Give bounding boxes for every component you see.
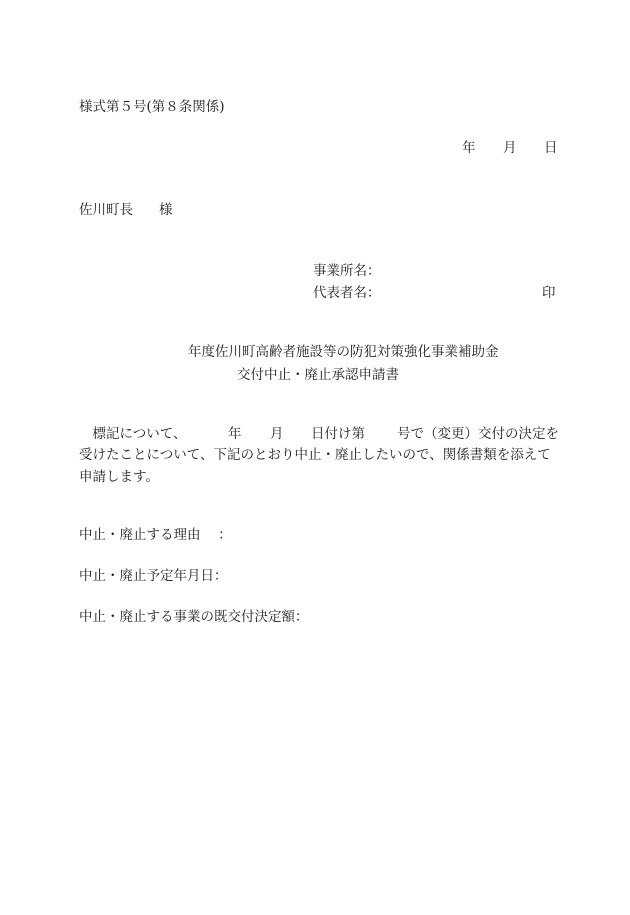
document-title-line1: 年度佐川町高齢者施設等の防犯対策強化事業補助金	[188, 344, 499, 360]
item-reason: 中止・廃止する理由 ：	[79, 527, 232, 543]
item-granted-amount: 中止・廃止する事業の既交付決定額：	[79, 609, 309, 625]
body-issue-text: 号で（変更）交付の決定を	[397, 426, 559, 442]
addressee-name: 佐川町長	[79, 202, 133, 218]
date-day-label: 日	[544, 140, 558, 156]
representative-name-label: 代表者名：	[313, 285, 381, 301]
body-intro-text: 標記について、	[92, 426, 187, 442]
body-month-label: 月	[270, 426, 284, 442]
item-planned-date: 中止・廃止予定年月日：	[79, 568, 228, 584]
form-number: 様式第５号(第８条関係)	[79, 99, 225, 115]
date-month-label: 月	[503, 140, 517, 156]
body-year-label: 年	[228, 426, 242, 442]
body-line2: 受けたことについて、下記のとおり中止・廃止したいので、関係書類を添えて	[79, 447, 551, 463]
addressee-honorific: 様	[159, 202, 173, 218]
document-title-line2: 交付中止・廃止承認申請書	[237, 367, 399, 383]
date-year-label: 年	[462, 140, 476, 156]
body-intro	[79, 425, 186, 443]
body-line3: 申請します。	[79, 469, 159, 485]
body-dated-label: 日付け第	[311, 426, 365, 442]
office-name-label: 事業所名：	[313, 263, 381, 279]
seal-mark: 印	[542, 285, 556, 301]
